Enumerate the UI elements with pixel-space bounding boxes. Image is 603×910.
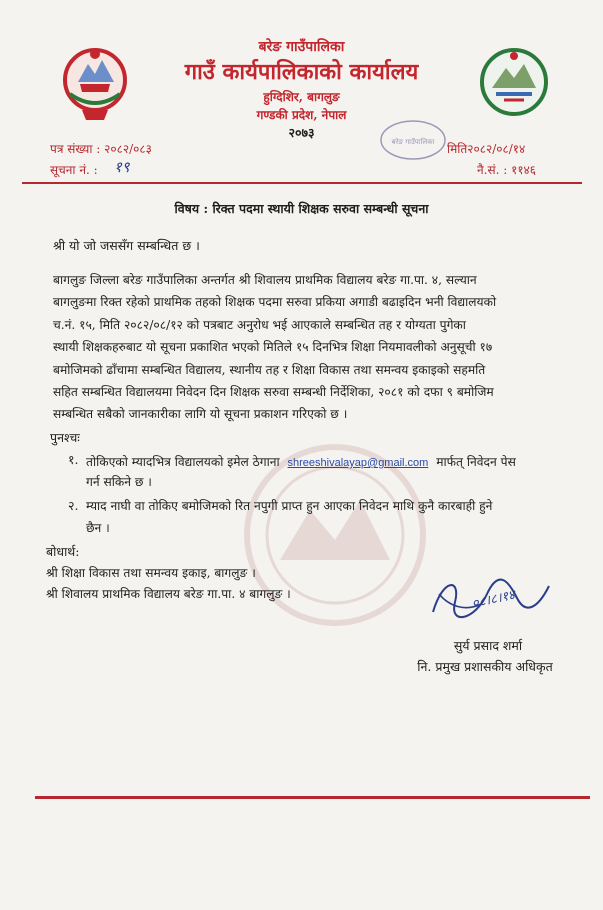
stamp-text: बरेङ गाउँपालिका bbox=[391, 138, 435, 146]
subject-line: विषय : रिक्त पदमा स्थायी शिक्षक सरुवा सम्बन्धी सूचना bbox=[174, 201, 429, 216]
municipality-name: बरेङ गाउँपालिका bbox=[258, 39, 345, 55]
body-line: बमोजिमको ढाँचामा सम्बन्धित विद्यालय, स्थानीय तह र शिक्षा विकास तथा समन्वय इकाइको सहमति bbox=[53, 362, 486, 377]
body-line: च.नं. १५, मिति २०८२/०८/१२ को पत्रबाट अनुरोध भई आएकाले सम्बन्धित तह र योग्यता पुगेका bbox=[53, 317, 466, 332]
established-year: २०७३ bbox=[288, 125, 315, 140]
bodharth-label: बोधार्थ: bbox=[46, 544, 80, 559]
notice-number-label: सूचना नं. : bbox=[50, 163, 98, 177]
address-line-2: गण्डकी प्रदेश, नेपाल bbox=[256, 108, 347, 122]
signatory-title: नि. प्रमुख प्रशासकीय अधिकृत bbox=[417, 659, 553, 674]
salutation: श्री यो जो जससँग सम्बन्धित छ । bbox=[53, 238, 200, 253]
address-line-1: हुग्दिशिर, बागलुङ bbox=[263, 90, 340, 104]
office-title: गाउँ कार्यपालिकाको कार्यालय bbox=[184, 59, 419, 85]
bodharth-item: श्री शिक्षा विकास तथा समन्वय इकाइ, बागलुङ । bbox=[46, 566, 256, 580]
postscript-item-1-text: तोकिएको म्यादभित्र विद्यालयको इमेल ठेगाना bbox=[86, 455, 280, 469]
body-line: बागलुङमा रिक्त रहेको प्राथमिक तहको शिक्षक पदमा सरुवा प्रकिया अगाडी बढाइदिन भनी विद्यालयको bbox=[53, 295, 497, 310]
postscript-item-2-number: २. bbox=[68, 498, 79, 513]
nepal-emblem-left-icon bbox=[58, 42, 132, 124]
municipality-logo-right-icon bbox=[478, 44, 550, 120]
footer-divider bbox=[35, 796, 590, 799]
letter-date: मिति२०८२/०८/१४ bbox=[447, 142, 526, 156]
office-stamp bbox=[378, 118, 448, 166]
school-email-link[interactable]: shreeshivalayap@gmail.com bbox=[287, 457, 429, 469]
letter-number: पत्र संख्या : २०८२/०८३ bbox=[50, 142, 152, 156]
postscript-item-1 bbox=[86, 451, 556, 474]
header-divider bbox=[22, 182, 582, 184]
postscript-item-2-line2: छैन । bbox=[86, 521, 110, 535]
signature-handwritten-date: ०८।८।१४ bbox=[470, 587, 517, 612]
punashcha-label: पुनश्चः bbox=[50, 430, 80, 445]
body-line: सम्बन्धित सबैको जानकारीका लागि यो सूचना प्रकाशन गरिएको छ । bbox=[53, 407, 348, 422]
postscript-item-1-number: १. bbox=[68, 452, 79, 467]
dispatch-number: नै.सं. : ११४६ bbox=[477, 163, 537, 177]
notice-number-value: १९ bbox=[114, 158, 130, 176]
signatory-name: सुर्य प्रसाद शर्मा bbox=[453, 638, 523, 653]
body-line: बागलुङ जिल्ला बरेङ गाउँपालिका अन्तर्गत श्री शिवालय प्राथमिक विद्यालय बरेङ गा.पा. ४, सल्यान bbox=[53, 273, 477, 287]
body-paragraph bbox=[53, 269, 558, 426]
postscript-item-2: म्याद नाघी वा तोकिए बमोजिमको रित नपुगी प्राप्त हुन आएका निवेदन माथि कुनै कारबाही हुने bbox=[86, 499, 493, 513]
body-line: सहित सम्बन्धित विद्यालयमा निवेदन दिन शिक्षक सरुवा सम्बन्धी निर्देशिका, २०८१ को दफा ९ बमोजिम bbox=[53, 385, 494, 400]
postscript-item-1-text-after: मार्फत् निवेदन पेस bbox=[436, 455, 516, 469]
body-line: स्थायी शिक्षकहरुबाट यो सूचना प्रकाशित भएको मितिले १५ दिनभित्र शिक्षा नियमावलीको अनुसूची १७ bbox=[53, 340, 493, 355]
bodharth-item: श्री शिवालय प्राथमिक विद्यालय बरेङ गा.पा. ४ बागलुङ । bbox=[46, 587, 291, 601]
postscript-item-1-line2: गर्न सकिने छ । bbox=[86, 475, 152, 489]
